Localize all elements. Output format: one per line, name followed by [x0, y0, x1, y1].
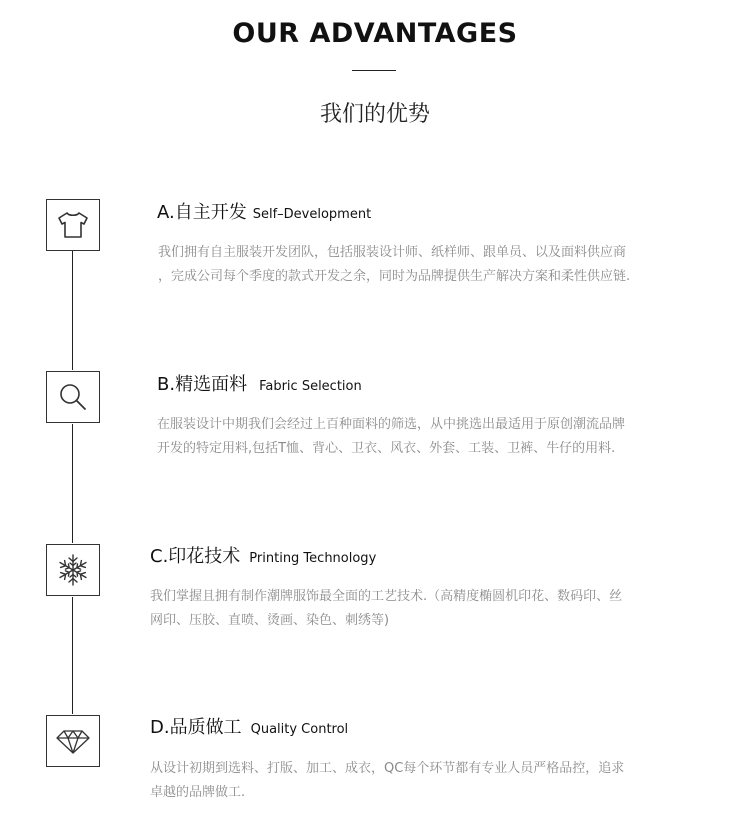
timeline-line — [72, 597, 73, 714]
page-subtitle: 我们的优势 — [319, 102, 430, 127]
heading-en: Quality Control — [250, 722, 349, 737]
section-heading — [157, 198, 371, 224]
description-line: 卓越的品牌做工. — [150, 785, 246, 800]
description-line: 开发的特定用料,包括T恤、背心、卫衣、风衣、外套、工装、卫裤、牛仔的用料. — [157, 441, 616, 456]
section-description — [157, 413, 625, 461]
description-line: 网印、压胶、直喷、烫画、染色、刺绣等) — [150, 613, 390, 628]
section-heading — [150, 713, 348, 739]
heading-en: Fabric Selection — [259, 379, 362, 394]
section-heading — [150, 542, 376, 568]
section-description — [150, 585, 622, 633]
diamond-icon — [46, 715, 100, 767]
heading-en: Printing Technology — [249, 551, 377, 566]
page-title: OUR ADVANTAGES — [232, 18, 518, 49]
description-line: 从设计初期到选料、打版、加工、成衣，QC每个环节都有专业人员严格品控，追求 — [150, 761, 625, 776]
description-line: 在服装设计中期我们会经过上百种面料的筛选，从中挑选出最适用于原创潮流品牌 — [157, 417, 626, 432]
magnifier-icon — [46, 371, 100, 423]
timeline-line — [72, 424, 73, 543]
heading-cn: A.自主开发 — [157, 202, 247, 223]
heading-cn: C.印花技术 — [150, 546, 241, 567]
section-description — [150, 757, 624, 805]
tshirt-icon — [46, 199, 100, 251]
heading-cn: D.品质做工 — [150, 717, 242, 738]
description-line: 我们掌握且拥有制作潮牌服饰最全面的工艺技术.（高精度椭圆机印花、数码印、丝 — [150, 589, 623, 604]
timeline-line — [72, 251, 73, 370]
description-line: ，完成公司每个季度的款式开发之余，同时为品牌提供生产解决方案和柔性供应链. — [158, 269, 631, 284]
title-divider — [352, 70, 396, 71]
description-line: 我们拥有自主服装开发团队，包括服装设计师、纸样师、跟单员、以及面料供应商 — [158, 245, 627, 260]
heading-cn: B.精选面料 — [157, 374, 248, 395]
section-description — [158, 241, 630, 289]
section-heading — [157, 370, 362, 396]
snowflake-icon — [46, 544, 100, 596]
heading-en: Self–Development — [252, 207, 372, 222]
